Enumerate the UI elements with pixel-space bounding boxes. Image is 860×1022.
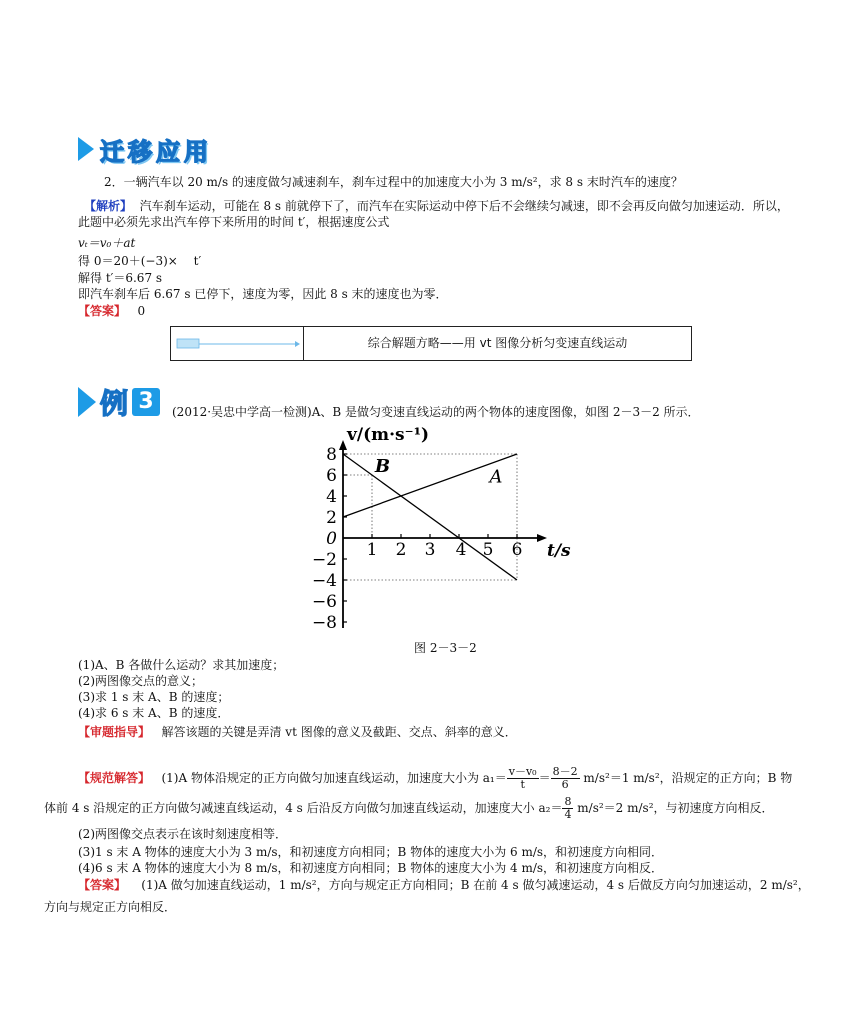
solution-tag: 【规范解答】: [78, 771, 151, 785]
solution-text-2a: 体前 4 s 沿规定的正方向做匀减速直线运动，4 s 后沿反方向做匀加速直线运动，加速度大小 a₂＝: [44, 801, 563, 815]
fraction-3: [562, 796, 573, 821]
series-label-A: A: [489, 466, 503, 488]
y-tick-label-8: 8: [326, 445, 337, 465]
answer-2-line-1: [78, 877, 810, 893]
answer-2-text-1: (1)A 做匀加速直线运动，1 m/s²，方向与规定正方向相同；B 在前 4 s 做匀减速运动，4 s 后做反方向匀加速运动，2 m/s²，: [141, 878, 810, 892]
x-tick-label-5: 5: [482, 540, 494, 560]
analysis-text-1: 汽车刹车运动，可能在 8 s 前就停下了，而汽车在实际运动中停下后不会继续匀减速，即不会再反向做匀加速运动．所以，: [139, 199, 789, 213]
triangle-arrow-icon: [78, 137, 94, 161]
y-tick-label--8: −8: [311, 613, 337, 633]
solution-text-2b: m/s²＝2 m/s²，与初速度方向相反．: [577, 801, 774, 815]
x-tick-label-3: 3: [424, 540, 436, 560]
analysis-tag: 【解析】: [84, 199, 133, 213]
answer-value: 0: [137, 304, 146, 318]
fraction-2: [551, 766, 580, 791]
fraction-1: [507, 766, 539, 791]
answer-tag: 【答案】: [78, 304, 127, 318]
guide-text: 解答该题的关键是弄清 vt 图像的意义及截距、交点、斜率的意义．: [161, 725, 517, 739]
strategy-icon-cell: [171, 327, 304, 360]
y-axis-title: v/(m·s⁻¹): [347, 425, 430, 445]
fraction-3-den: 4: [564, 808, 572, 821]
answer-2-tag: 【答案】: [78, 878, 127, 892]
y-tick-label-6: 6: [326, 466, 337, 486]
solution-line-1: 【规范解答】 (1)A 物体沿规定的正方向做匀加速直线运动，加速度大小为 a₁＝ $\frac{\text{v－v₀}}{t}$ ＝ $\frac{8-2}{6}$ m/s²＝1 m/s²，沿规定的正方向；B 物: [78, 765, 793, 791]
solution-line-4: (3)1 s 末 A 物体的速度大小为 3 m/s，和初速度方向相同；B 物体的速度大小为 6 m/s，和初速度方向相同．: [78, 845, 664, 859]
formula-1: vₜ＝v₀＋at: [78, 236, 136, 250]
example-text: (2012·吴忠中学高一检测)A、B 是做匀变速直线运动的两个物体的速度图像，如图 2－3－2 所示．: [172, 405, 700, 419]
solution-text-1a: (1)A 物体沿规定的正方向做匀加速直线运动，加速度大小为 a₁＝: [161, 771, 507, 785]
triangle-arrow-icon: [78, 387, 96, 417]
y-axis-arrow: [339, 440, 347, 450]
arrow-icon: [171, 327, 303, 360]
question-item-3: (3)求 1 s 末 A、B 的速度；: [78, 690, 230, 704]
y-tick-label--2: −2: [311, 550, 337, 570]
y-tick-label-0: 0: [326, 529, 337, 549]
vt-chart: [300, 420, 590, 636]
answer-2-line-2: 方向与规定正方向相反．: [44, 900, 177, 914]
x-axis-title: t/s: [547, 541, 571, 561]
y-tick-label-4: 4: [326, 487, 337, 507]
formula-3: 解得 t′＝6.67 s: [78, 271, 163, 285]
question-item-2: (2)两图像交点的意义；: [78, 674, 203, 688]
analysis-line-1: [84, 198, 789, 214]
banner-title: 迁移应用: [100, 137, 212, 166]
question-2: 2．一辆汽车以 20 m/s 的速度做匀减速刹车，刹车过程中的加速度大小为 3 m/s²，求 8 s 末时汽车的速度？: [104, 175, 683, 189]
strategy-table: [170, 326, 692, 361]
fraction-2-num: 8－2: [552, 765, 578, 778]
fraction-1-num: v－v₀: [508, 765, 537, 778]
question-item-4: (4)求 6 s 末 A、B 的速度．: [78, 706, 230, 720]
formula-2: 得 0＝20＋(−3)× t′: [78, 254, 202, 268]
guide-line: [78, 724, 517, 740]
analysis-line-2: 此题中必须先求出汽车停下来所用的时间 t′，根据速度公式: [78, 215, 390, 229]
solution-line-5: (4)6 s 末 A 物体的速度大小为 8 m/s，和初速度方向相同；B 物体的速度大小为 4 m/s，和初速度方向相反．: [78, 861, 664, 875]
strategy-title: 综合解题方略——用 vt 图像分析匀变速直线运动: [367, 336, 628, 350]
fraction-3-num: 8: [564, 795, 572, 808]
x-tick-label-2: 2: [395, 540, 407, 560]
example-badge: [78, 382, 160, 422]
y-tick-label-2: 2: [326, 508, 337, 528]
fraction-2-den: 6: [561, 778, 569, 791]
guide-tag: 【审题指导】: [78, 725, 151, 739]
formula-4: 即汽车刹车后 6.67 s 已停下，速度为零，因此 8 s 末的速度也为零．: [78, 287, 448, 301]
y-tick-label--6: −6: [311, 592, 337, 612]
figure-caption: 图 2－3－2: [414, 641, 477, 655]
y-tick-label--4: −4: [311, 571, 337, 591]
x-tick-label-1: 1: [366, 540, 378, 560]
x-tick-label-6: 6: [511, 540, 523, 560]
solution-line-2: [44, 796, 774, 820]
section-banner: [78, 133, 212, 165]
fraction-1-den: t: [520, 778, 525, 791]
answer-1: [78, 303, 145, 319]
x-tick-label-4: 4: [455, 540, 467, 560]
series-label-B: B: [374, 455, 391, 477]
solution-line-3: (2)两图像交点表示在该时刻速度相等．: [78, 827, 287, 841]
example-number: 3: [132, 388, 160, 416]
question-item-1: (1)A、B 各做什么运动？求其加速度；: [78, 658, 285, 672]
solution-text-1b: m/s²＝1 m/s²，沿规定的正方向；B 物: [583, 771, 793, 785]
x-axis-arrow: [537, 534, 547, 542]
example-word: 例: [100, 387, 129, 420]
